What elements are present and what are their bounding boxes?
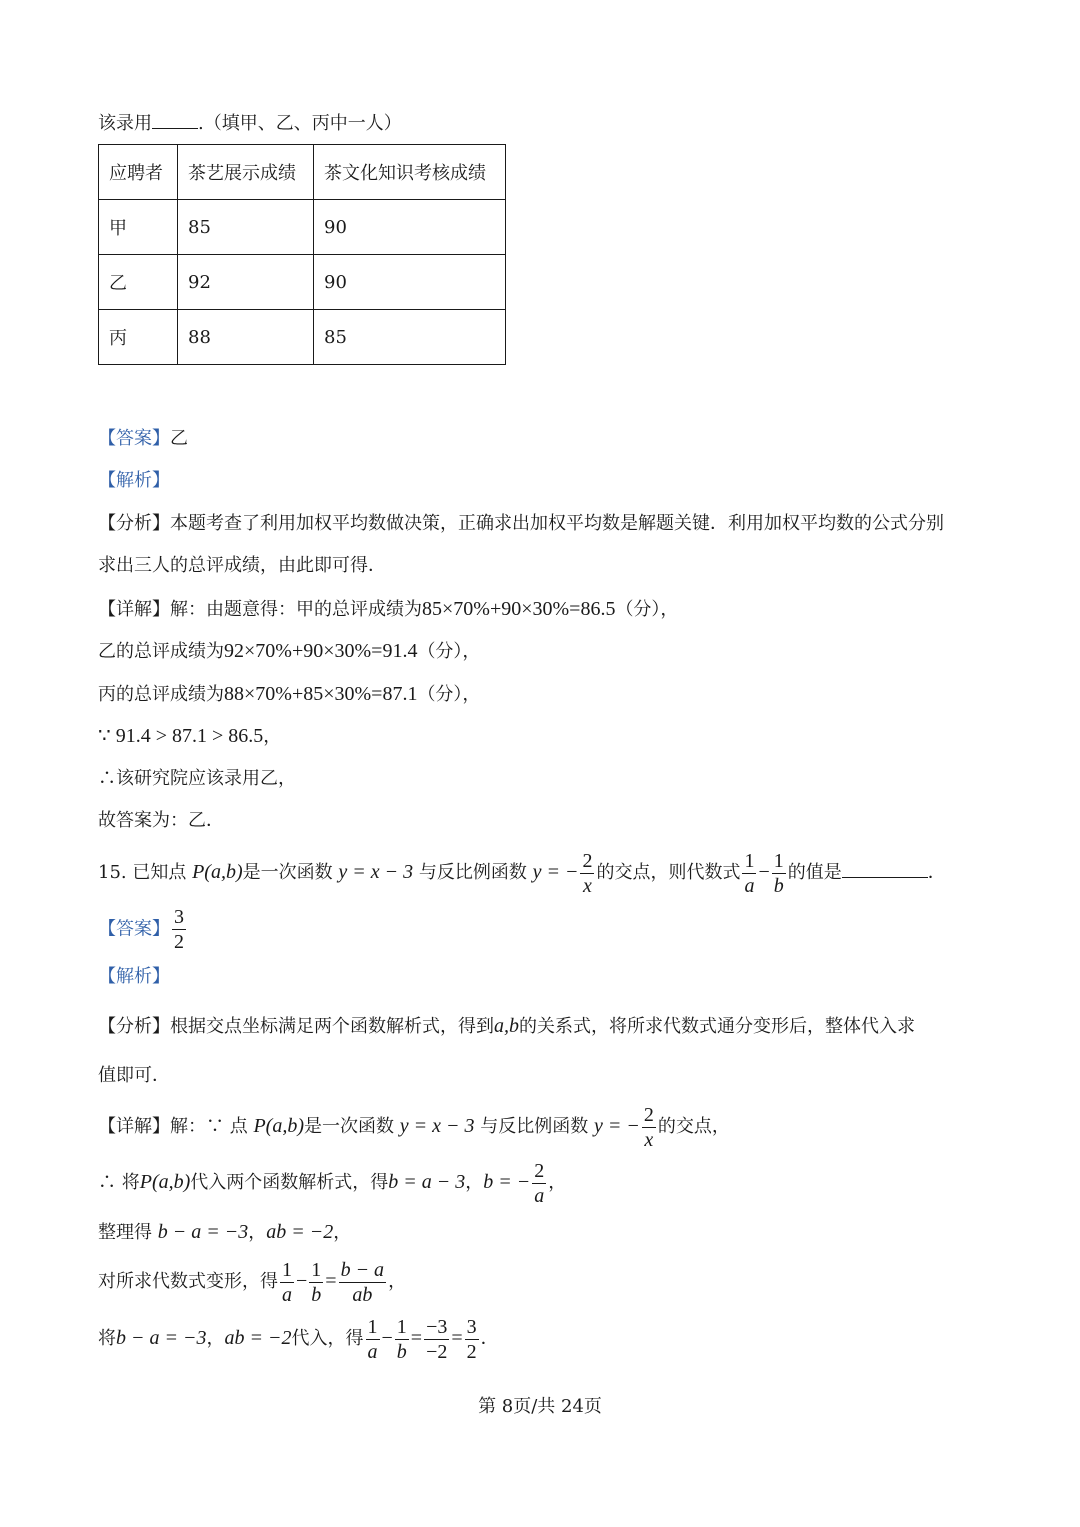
text: 的交点， [657, 1116, 730, 1137]
table-cell: 85 [178, 200, 314, 255]
fraction: $\frac{2}{x}$ [582, 849, 593, 897]
math-expression: y = − [532, 861, 579, 883]
math-expression: 85×70%+90×30%=86.5 [422, 598, 616, 620]
table-row [99, 310, 506, 365]
text: ． [927, 862, 946, 883]
text: 值即可． [98, 1065, 170, 1086]
text: .（填甲、乙、丙中一人） [198, 113, 402, 134]
table-header: 应聘者 [99, 145, 178, 200]
solution-line [98, 1219, 351, 1246]
math-expression: 92×70%+90×30%=91.4 [224, 640, 418, 662]
text: 求出三人的总评成绩，由此即可得． [98, 555, 386, 576]
fenxi-line [98, 553, 386, 579]
math-expression: a,b [494, 1015, 519, 1037]
question-15-stem: 15. 已知点 P(a,b)是一次函数 y = x − 3 与反比例函数 y = − $\frac{2}{x}$ 的交点，则代数式 $\frac{1}{a}$ − $\frac{1}{b}$ 的值是 ． [98, 849, 946, 897]
table-cell: 乙 [99, 255, 178, 310]
solution-line [98, 808, 224, 834]
text: 对所求代数式变形，得 [98, 1271, 278, 1292]
fenxi-line [98, 511, 944, 537]
text: ． [480, 1328, 499, 1349]
text: 解：由题意得：甲的总评成绩为 [170, 599, 422, 620]
answer-line [98, 906, 188, 953]
text: 与反比例函数 [480, 1116, 589, 1137]
math-expression: ab = −2 [224, 1327, 292, 1349]
fill-blank-line [98, 110, 402, 137]
text: 将 [98, 1328, 116, 1349]
math-expression: P(a,b) [139, 1171, 191, 1193]
solution-line: 将b − a = −3，ab = −2代入，得 $\frac{1}{a}$ − $\frac{1}{b}$ = $\frac{-3}{-2}$ = $\frac{3}{2}$ ． [98, 1315, 499, 1363]
fraction: $\frac{b - a}{ab}$ [340, 1258, 385, 1306]
analysis-heading [98, 468, 170, 494]
solution-line [98, 681, 480, 708]
math-expression: b − a = −3 [116, 1327, 207, 1349]
text: 是一次函数 [242, 862, 333, 883]
math-expression: y = x − 3 [338, 861, 414, 883]
math-expression: ab = −2 [266, 1221, 334, 1243]
fraction: $\frac{3}{2}$ [174, 906, 184, 953]
text: ， [206, 1328, 225, 1349]
table-header-row [99, 145, 506, 200]
fraction: $\frac{1}{b}$ [396, 1315, 407, 1363]
fenxi-line [98, 1063, 170, 1089]
text: 故答案为：乙． [98, 810, 224, 831]
math-expression: b = a − 3 [388, 1171, 466, 1193]
fenxi-line [98, 1013, 915, 1040]
answer-tag: 【答案】 [98, 918, 170, 940]
fraction: $\frac{1}{a}$ [282, 1258, 292, 1306]
math-expression: ∵ 91.4 > 87.1 > 86.5 [98, 725, 264, 747]
solution-line [98, 596, 678, 623]
text: 是一次函数 [304, 1116, 395, 1137]
score-table [98, 144, 506, 365]
fraction: $\frac{2}{x}$ [643, 1103, 654, 1151]
table-cell: 甲 [99, 200, 178, 255]
page-footer: 第 8页/共 24页 [478, 1396, 602, 1417]
text: （分）， [417, 641, 481, 662]
analysis-tag: 【解析】 [98, 966, 170, 987]
text: ， [248, 1222, 267, 1243]
text: 的值是 [787, 862, 842, 883]
fraction: $\frac{3}{2}$ [466, 1315, 477, 1363]
table-cell: 88 [178, 310, 314, 365]
table-header: 茶艺展示成绩 [178, 145, 314, 200]
answer-blank [152, 110, 198, 129]
text: （分）， [417, 684, 481, 705]
text: （分）， [615, 599, 679, 620]
fraction: $\frac{1}{a}$ [367, 1315, 378, 1363]
text: ， [263, 726, 282, 747]
answer-value: 乙 [170, 428, 188, 449]
table-cell: 丙 [99, 310, 178, 365]
solution-line [98, 638, 480, 665]
table-row [99, 255, 506, 310]
math-expression: y = − [593, 1115, 640, 1137]
xiangjie-tag: 【详解】 [98, 1116, 170, 1137]
table-cell: 90 [314, 200, 506, 255]
text: ∴该研究院应该录用乙， [98, 768, 296, 789]
text: ， [333, 1222, 352, 1243]
fenxi-tag: 【分析】 [98, 1016, 170, 1037]
table-cell: 90 [314, 255, 506, 310]
text: ， [388, 1271, 407, 1292]
table-header: 茶文化知识考核成绩 [314, 145, 506, 200]
table-cell: 85 [314, 310, 506, 365]
text: 的关系式，将所求代数式通分变形后，整体代入求 [519, 1016, 915, 1037]
fraction: $\frac{1}{b}$ [773, 849, 784, 897]
text: 代入两个函数解析式，得 [190, 1172, 389, 1193]
text: 乙的总评成绩为 [98, 641, 224, 662]
answer-blank [842, 859, 928, 878]
text: 15. 已知点 [98, 862, 187, 883]
table-row [99, 200, 506, 255]
fraction: $\frac{1}{b}$ [311, 1258, 322, 1306]
text: 的交点，则代数式 [596, 862, 741, 883]
text: 该录用 [98, 113, 152, 134]
math-expression: 88×70%+85×30%=87.1 [224, 683, 418, 705]
math-expression: P(a,b) [253, 1115, 305, 1137]
text: ， [465, 1172, 484, 1193]
fraction: $\frac{-3}{-2}$ [426, 1315, 448, 1363]
math-expression: b = − [483, 1171, 531, 1193]
xiangjie-tag: 【详解】 [98, 599, 170, 620]
text: 丙的总评成绩为 [98, 684, 224, 705]
answer-line [98, 426, 188, 452]
fenxi-tag: 【分析】 [98, 513, 170, 534]
fraction: $\frac{2}{a}$ [534, 1159, 545, 1207]
solution-line [98, 1158, 566, 1207]
answer-tag: 【答案】 [98, 428, 170, 449]
solution-line [98, 766, 296, 792]
solution-line [98, 1102, 730, 1151]
solution-line [98, 723, 281, 750]
math-expression: b − a = −3 [157, 1221, 249, 1243]
analysis-tag: 【解析】 [98, 470, 170, 491]
math-expression: y = x − 3 [399, 1115, 475, 1137]
table-cell: 92 [178, 255, 314, 310]
text: 根据交点坐标满足两个函数解析式，得到 [170, 1016, 494, 1037]
text: 代入，得 [291, 1328, 364, 1349]
math-expression: P(a,b) [192, 861, 243, 883]
analysis-heading [98, 964, 170, 990]
text: 解：∵ 点 [170, 1116, 248, 1137]
text: 整理得 [98, 1222, 152, 1243]
solution-line: 对所求代数式变形，得 $\frac{1}{a}$ − $\frac{1}{b}$ = $\frac{b - a}{ab}$ ， [98, 1258, 407, 1306]
text: 与反比例函数 [418, 862, 527, 883]
text: ， [548, 1172, 567, 1193]
fraction: $\frac{1}{a}$ [744, 849, 755, 897]
text: 本题考查了利用加权平均数做决策，正确求出加权平均数是解题关键．利用加权平均数的公式分别 [170, 513, 944, 534]
text: ∴ 将 [98, 1172, 140, 1193]
